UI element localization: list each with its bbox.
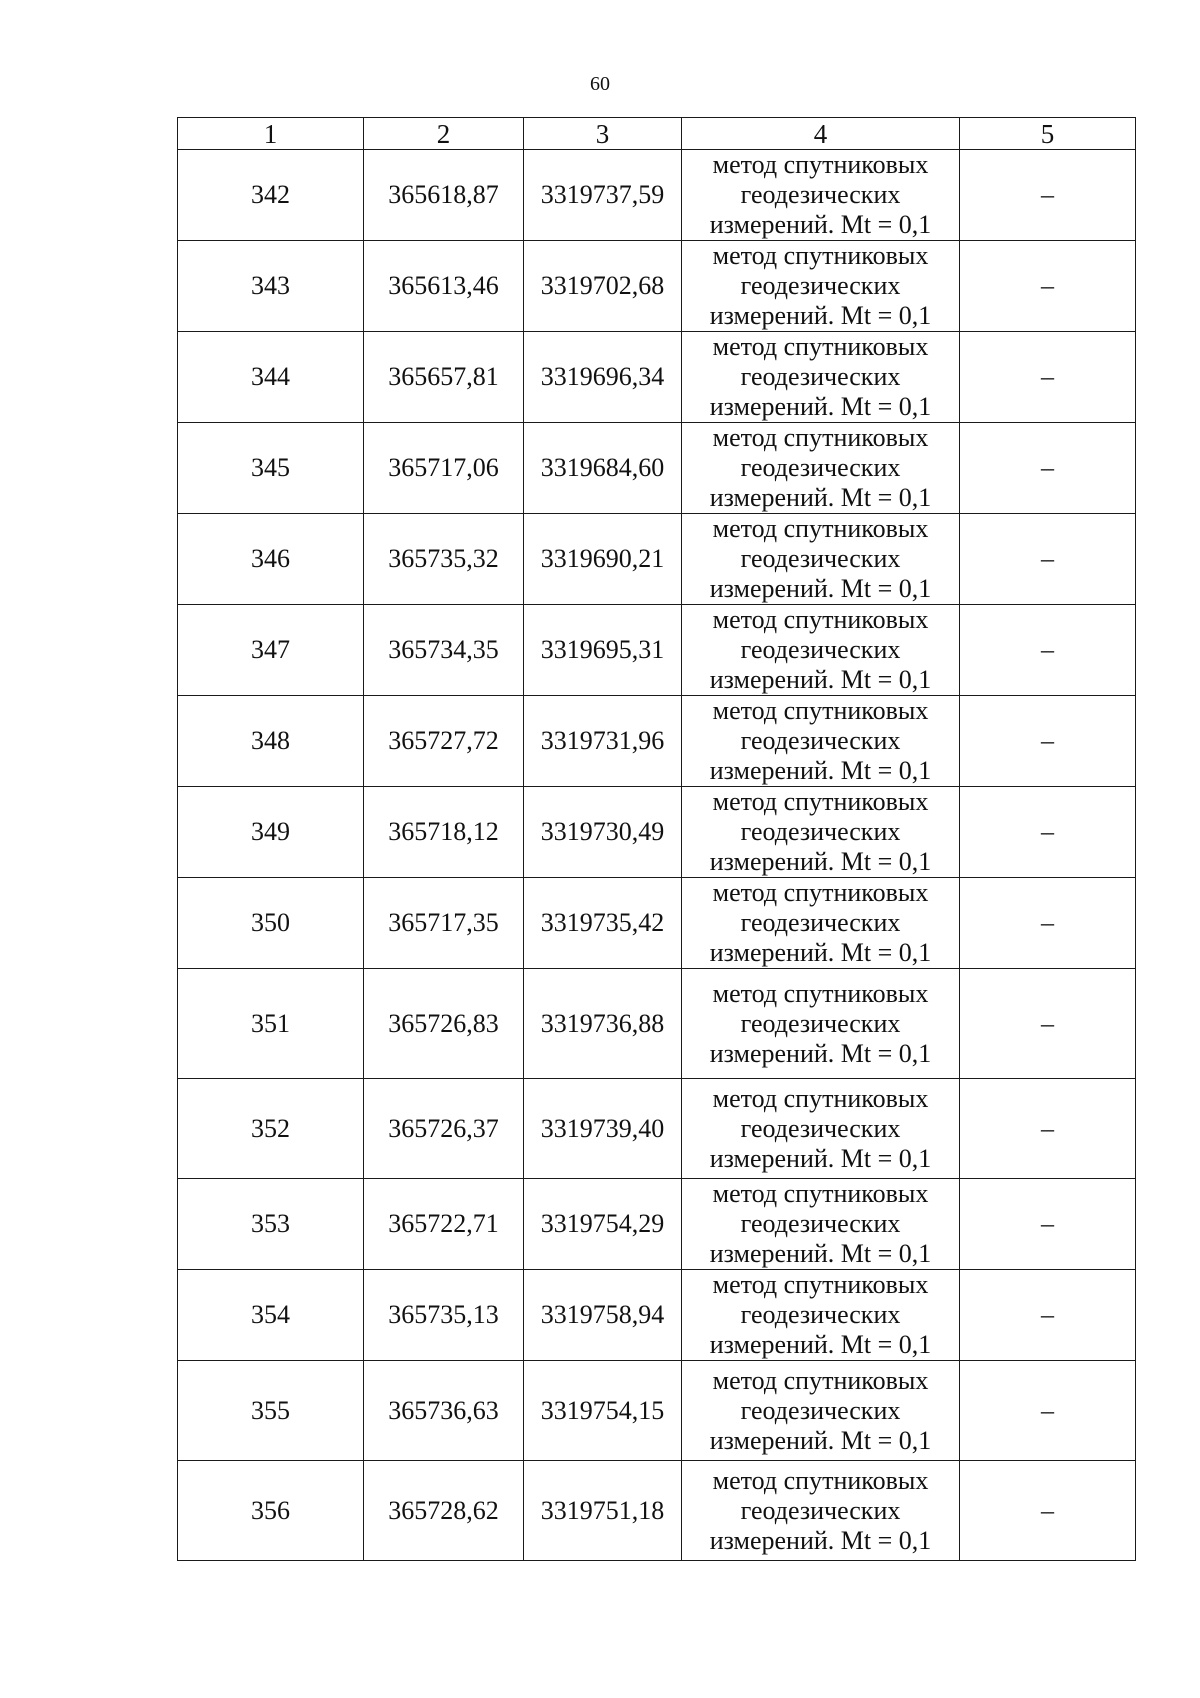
table-row bbox=[178, 1270, 1136, 1361]
coordinate-x-cell: 365726,37 bbox=[364, 1079, 524, 1179]
coordinate-y-cell: 3319751,18 bbox=[524, 1461, 682, 1561]
method-text-line: метод спутниковых bbox=[712, 514, 929, 543]
coordinate-x-cell: 365618,87 bbox=[364, 150, 524, 241]
method-text-line: метод спутниковых bbox=[712, 1365, 929, 1395]
method-text-line: измерений. Mt = 0,1 bbox=[709, 1239, 932, 1268]
method-text-line: геодезических bbox=[740, 271, 901, 300]
page-number: 60 bbox=[590, 73, 610, 95]
coordinate-x-cell: 365722,71 bbox=[364, 1179, 524, 1270]
method-cell bbox=[682, 241, 960, 332]
method-text-line: метод спутниковых bbox=[712, 1270, 929, 1299]
method-cell bbox=[682, 1179, 960, 1270]
method-text-line: измерений. Mt = 0,1 bbox=[709, 1038, 932, 1068]
method-text-line: метод спутниковых bbox=[712, 1465, 929, 1495]
coordinate-x-cell: 365613,46 bbox=[364, 241, 524, 332]
point-number-cell: 346 bbox=[178, 514, 364, 605]
point-number-cell: 351 bbox=[178, 969, 364, 1079]
note-cell: – bbox=[960, 150, 1136, 241]
method-cell bbox=[682, 1461, 960, 1561]
method-text-line: измерений. Mt = 0,1 bbox=[709, 483, 932, 512]
method-text-line: метод спутниковых bbox=[712, 1083, 929, 1113]
coordinate-y-cell: 3319758,94 bbox=[524, 1270, 682, 1361]
point-number-cell: 345 bbox=[178, 423, 364, 514]
method-text-line: измерений. Mt = 0,1 bbox=[709, 574, 932, 603]
header-cell-col-1: 1 bbox=[178, 118, 364, 150]
point-number-cell: 355 bbox=[178, 1361, 364, 1461]
point-number-cell: 347 bbox=[178, 605, 364, 696]
coordinates-table bbox=[177, 117, 1136, 1561]
coordinate-y-cell: 3319754,29 bbox=[524, 1179, 682, 1270]
method-text-line: геодезических bbox=[740, 362, 901, 391]
point-number-cell: 343 bbox=[178, 241, 364, 332]
coordinate-x-cell: 365727,72 bbox=[364, 696, 524, 787]
coordinate-y-cell: 3319754,15 bbox=[524, 1361, 682, 1461]
method-text-line: геодезических bbox=[740, 635, 901, 664]
coordinate-x-cell: 365736,63 bbox=[364, 1361, 524, 1461]
table-row bbox=[178, 1461, 1136, 1561]
method-text-line: метод спутниковых bbox=[712, 978, 929, 1008]
method-text-line: геодезических bbox=[740, 726, 901, 755]
method-text-line: геодезических bbox=[740, 1300, 901, 1329]
method-text-line: геодезических bbox=[740, 1113, 901, 1143]
note-cell: – bbox=[960, 241, 1136, 332]
method-text-line: метод спутниковых bbox=[712, 878, 929, 907]
method-text-line: измерений. Mt = 0,1 bbox=[709, 1143, 932, 1173]
table-row bbox=[178, 605, 1136, 696]
table-row bbox=[178, 878, 1136, 969]
coordinate-y-cell: 3319684,60 bbox=[524, 423, 682, 514]
method-text-line: метод спутниковых bbox=[712, 332, 929, 361]
coordinate-y-cell: 3319730,49 bbox=[524, 787, 682, 878]
method-cell bbox=[682, 332, 960, 423]
coordinate-y-cell: 3319695,31 bbox=[524, 605, 682, 696]
coordinate-x-cell: 365717,35 bbox=[364, 878, 524, 969]
note-cell: – bbox=[960, 969, 1136, 1079]
header-cell-col-3: 3 bbox=[524, 118, 682, 150]
method-cell bbox=[682, 969, 960, 1079]
method-cell bbox=[682, 1079, 960, 1179]
method-cell bbox=[682, 1361, 960, 1461]
method-text-line: метод спутниковых bbox=[712, 241, 929, 270]
point-number-cell: 349 bbox=[178, 787, 364, 878]
coordinate-y-cell: 3319690,21 bbox=[524, 514, 682, 605]
method-text-line: измерений. Mt = 0,1 bbox=[709, 210, 932, 239]
note-cell: – bbox=[960, 1461, 1136, 1561]
method-text-line: измерений. Mt = 0,1 bbox=[709, 938, 932, 967]
method-cell bbox=[682, 605, 960, 696]
header-cell-col-4: 4 bbox=[682, 118, 960, 150]
coordinate-x-cell: 365728,62 bbox=[364, 1461, 524, 1561]
note-cell: – bbox=[960, 787, 1136, 878]
method-cell bbox=[682, 787, 960, 878]
note-cell: – bbox=[960, 1079, 1136, 1179]
method-text-line: геодезических bbox=[740, 1008, 901, 1038]
table-row bbox=[178, 150, 1136, 241]
method-cell bbox=[682, 423, 960, 514]
point-number-cell: 356 bbox=[178, 1461, 364, 1561]
method-text-line: измерений. Mt = 0,1 bbox=[709, 301, 932, 330]
method-cell bbox=[682, 1270, 960, 1361]
header-cell-col-5: 5 bbox=[960, 118, 1136, 150]
method-cell bbox=[682, 696, 960, 787]
table-row bbox=[178, 1361, 1136, 1461]
table-row bbox=[178, 1079, 1136, 1179]
note-cell: – bbox=[960, 332, 1136, 423]
header-cell-col-2: 2 bbox=[364, 118, 524, 150]
coordinate-y-cell: 3319731,96 bbox=[524, 696, 682, 787]
method-text-line: геодезических bbox=[740, 1395, 901, 1425]
method-text-line: измерений. Mt = 0,1 bbox=[709, 392, 932, 421]
note-cell: – bbox=[960, 423, 1136, 514]
table-row bbox=[178, 1179, 1136, 1270]
table-row bbox=[178, 332, 1136, 423]
table-row bbox=[178, 423, 1136, 514]
point-number-cell: 350 bbox=[178, 878, 364, 969]
coordinate-y-cell: 3319702,68 bbox=[524, 241, 682, 332]
coordinate-x-cell: 365717,06 bbox=[364, 423, 524, 514]
method-cell bbox=[682, 150, 960, 241]
table-row bbox=[178, 787, 1136, 878]
note-cell: – bbox=[960, 1361, 1136, 1461]
method-text-line: измерений. Mt = 0,1 bbox=[709, 847, 932, 876]
method-text-line: геодезических bbox=[740, 908, 901, 937]
table-header-row bbox=[178, 118, 1136, 150]
point-number-cell: 354 bbox=[178, 1270, 364, 1361]
table-body bbox=[178, 150, 1136, 1561]
method-text-line: геодезических bbox=[740, 1209, 901, 1238]
note-cell: – bbox=[960, 605, 1136, 696]
method-text-line: измерений. Mt = 0,1 bbox=[709, 1425, 932, 1455]
coordinate-x-cell: 365735,13 bbox=[364, 1270, 524, 1361]
method-text-line: геодезических bbox=[740, 180, 901, 209]
method-text-line: метод спутниковых bbox=[712, 787, 929, 816]
method-text-line: метод спутниковых bbox=[712, 1179, 929, 1208]
note-cell: – bbox=[960, 696, 1136, 787]
point-number-cell: 352 bbox=[178, 1079, 364, 1179]
method-text-line: измерений. Mt = 0,1 bbox=[709, 1330, 932, 1359]
coordinate-y-cell: 3319696,34 bbox=[524, 332, 682, 423]
coordinate-y-cell: 3319735,42 bbox=[524, 878, 682, 969]
method-text-line: геодезических bbox=[740, 1495, 901, 1525]
table-row bbox=[178, 514, 1136, 605]
method-text-line: геодезических bbox=[740, 544, 901, 573]
note-cell: – bbox=[960, 1270, 1136, 1361]
note-cell: – bbox=[960, 514, 1136, 605]
method-text-line: метод спутниковых bbox=[712, 423, 929, 452]
coordinate-x-cell: 365735,32 bbox=[364, 514, 524, 605]
method-text-line: метод спутниковых bbox=[712, 605, 929, 634]
method-cell bbox=[682, 514, 960, 605]
method-text-line: геодезических bbox=[740, 817, 901, 846]
coordinate-x-cell: 365734,35 bbox=[364, 605, 524, 696]
method-text-line: метод спутниковых bbox=[712, 696, 929, 725]
table-row bbox=[178, 241, 1136, 332]
note-cell: – bbox=[960, 878, 1136, 969]
coordinate-x-cell: 365657,81 bbox=[364, 332, 524, 423]
method-text-line: метод спутниковых bbox=[712, 150, 929, 179]
coordinate-y-cell: 3319737,59 bbox=[524, 150, 682, 241]
table-row bbox=[178, 969, 1136, 1079]
coordinate-y-cell: 3319736,88 bbox=[524, 969, 682, 1079]
point-number-cell: 344 bbox=[178, 332, 364, 423]
note-cell: – bbox=[960, 1179, 1136, 1270]
point-number-cell: 348 bbox=[178, 696, 364, 787]
method-text-line: измерений. Mt = 0,1 bbox=[709, 756, 932, 785]
point-number-cell: 353 bbox=[178, 1179, 364, 1270]
method-text-line: измерений. Mt = 0,1 bbox=[709, 1525, 932, 1555]
table-row bbox=[178, 696, 1136, 787]
coordinate-x-cell: 365718,12 bbox=[364, 787, 524, 878]
method-text-line: геодезических bbox=[740, 453, 901, 482]
method-cell bbox=[682, 878, 960, 969]
coordinate-y-cell: 3319739,40 bbox=[524, 1079, 682, 1179]
method-text-line: измерений. Mt = 0,1 bbox=[709, 665, 932, 694]
coordinate-x-cell: 365726,83 bbox=[364, 969, 524, 1079]
point-number-cell: 342 bbox=[178, 150, 364, 241]
